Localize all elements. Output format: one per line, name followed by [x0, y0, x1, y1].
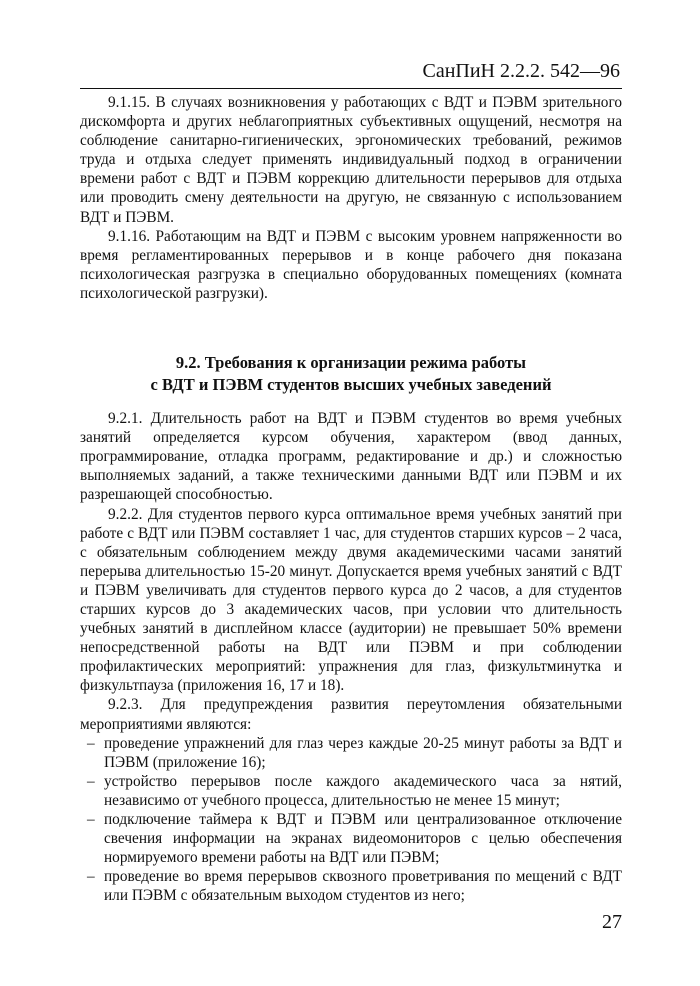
document-body: [80, 93, 622, 905]
section-title-9-2: [80, 352, 622, 396]
page-number: 27: [602, 911, 622, 933]
list-item-text: проведение упражнений для глаз через каждые 20-25 минут работы за ВДТ и ПЭВМ (приложение 16);: [104, 734, 622, 771]
section-title-line-2: с ВДТ и ПЭВМ студентов высших учебных заведений: [150, 375, 552, 395]
list-item: [80, 810, 622, 867]
list-item: [80, 867, 622, 905]
header-divider: [80, 88, 622, 89]
measures-list: [80, 734, 622, 906]
list-dash: –: [87, 811, 95, 828]
list-item-text: проведение во время перерывов сквозного проветривания по мещений с ВДТ или ПЭВМ с обязательным выходом студентов из него;: [104, 868, 622, 905]
paragraph-9-1-16: 9.1.16. Работающим на ВДТ и ПЭВМ с высоким уровнем напряженности во время регламентированных перерывов и в конце рабочего дня показана психологическая разгрузка в специально оборудованных помещениях (комната психологической разгрузки).: [80, 227, 622, 302]
paragraph-9-2-1: 9.2.1. Длительность работ на ВДТ и ПЭВМ студентов во время учебных занятий определяется курсом обучения, характером (ввод данных, программирование, отладка программ, редактирование и др.) и сложностью выполняемых заданий, а также техническими данными ВДТ или ПЭВМ и их разрешающей способностью.: [80, 410, 622, 504]
section-title-line-1: 9.2. Требования к организации режима работы: [175, 353, 527, 373]
paragraph-9-1-15: 9.1.15. В случаях возникновения у работающих с ВДТ и ПЭВМ зрительного дискомфорта и других неблагоприятных субъективных ощущений, несмотря на соблюдение санитарно-гигиенических, эргономических требований, режимов труда и отдыха следует применять индивидуальный подход в ограничении времени работ с ВДТ и ПЭВМ коррекцию длительности перерывов для отдыха или проводить смену деятельности на другую, не связанную с использованием ВДТ и ПЭВМ.: [80, 94, 622, 226]
list-item-text: подключение таймера к ВДТ и ПЭВМ или централизованное отключение свечения информации на экранах видеомониторов с целью обеспечения нормируемого времени работы на ВДТ или ПЭВМ;: [104, 811, 622, 867]
list-dash: –: [87, 772, 95, 790]
list-item: [80, 734, 622, 772]
list-item-text: устройство перерывов после каждого академического часа за нятий, независимо от учебного процесса, длительностью не менее 15 минут;: [104, 772, 622, 809]
document-header: СанПиН 2.2.2. 542—96: [422, 60, 620, 82]
list-item: [80, 772, 622, 810]
paragraph-9-2-3: 9.2.3. Для предупреждения развития переутомления обязательными мероприятиями являются:: [80, 696, 622, 733]
paragraph-9-2-2: 9.2.2. Для студентов первого курса оптимальное время учебных занятий при работе с ВДТ или ПЭВМ составляет 1 час, для студентов старших курсов – 2 часа, с обязательным соблюдением между двумя академическими часами занятий перерыва длительностью 15-20 минут. Допускается время учебных занятий с ВДТ и ПЭВМ увеличивать для студентов первого курса до 2 часов, а для студентов старших курсов до 3 академических часов, при условии что длительность учебных занятий в дисплейном классе (аудитории) не превышает 50% времени непосредственной работы на ВДТ или ПЭВМ и при соблюдении профилактических мероприятий: упражнения для глаз, физкультминутка и физкультпауза (приложения 16, 17 и 18).: [80, 505, 622, 695]
list-dash: –: [87, 868, 95, 886]
list-dash: –: [87, 734, 95, 752]
